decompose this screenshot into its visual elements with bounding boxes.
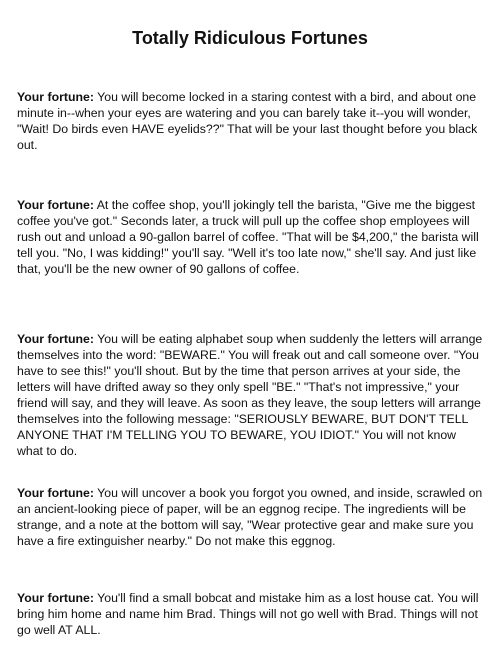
fortune-label: Your fortune: bbox=[17, 591, 94, 605]
fortune-paragraph-5 bbox=[17, 590, 485, 638]
fortune-text: You will uncover a book you forgot you owned, and inside, scrawled on an ancient-looking piece of paper, will be an eggnog recipe. The ingredients will be strange, and a note at the bottom will say, "Wear protective gear and make sure you have a fire extinguisher nearby." Do not make this eggnog. bbox=[17, 486, 483, 548]
fortune-text: At the coffee shop, you'll jokingly tell the barista, "Give me the biggest coffee you've got." Seconds later, a truck will pull up the coffee shop employees will rush out and unload a 90-gallon barrel of coffee. "That will be $4,200," the barista will tell you. "No, I was kidding!" you'll say. "Well it's too late now," she'll say. And just like that, you'll be the new owner of 90 gallons of coffee. bbox=[17, 198, 479, 276]
page-title: Totally Ridiculous Fortunes bbox=[132, 28, 368, 48]
fortune-label: Your fortune: bbox=[17, 90, 94, 104]
fortune-text: You'll find a small bobcat and mistake him as a lost house cat. You will bring him home and name him Brad. Things will not go well with Brad. Things will not go well AT ALL. bbox=[17, 591, 479, 637]
fortune-text: You will be eating alphabet soup when suddenly the letters will arrange themselves into the word: "BEWARE." You will freak out and call someone over. "You have to see this!" you'll shout. But by the time that person arrives at your side, the letters will have drifted away so they only spell "BE." "That's not impressive," your friend will say, and they will leave. As soon as they leave, the soup letters will arrange themselves into the following message: "SERIOUSLY BEWARE, BUT DON'T TELL ANYONE THAT I'M TELLING YOU TO BEWARE, YOU IDIOT." You will not know what to do. bbox=[17, 332, 483, 458]
fortune-paragraph-4 bbox=[17, 485, 485, 549]
fortune-paragraph-3 bbox=[17, 331, 485, 459]
fortune-paragraph-1 bbox=[17, 89, 485, 153]
fortune-label: Your fortune: bbox=[17, 198, 94, 212]
fortune-label: Your fortune: bbox=[17, 486, 94, 500]
fortune-label: Your fortune: bbox=[17, 332, 94, 346]
fortune-paragraph-2 bbox=[17, 197, 485, 277]
fortune-text: You will become locked in a staring contest with a bird, and about one minute in--when your eyes are watering and you can barely take it--you will wonder, "Wait! Do birds even HAVE eyelids??" That will be your last thought before you black out. bbox=[17, 90, 478, 152]
